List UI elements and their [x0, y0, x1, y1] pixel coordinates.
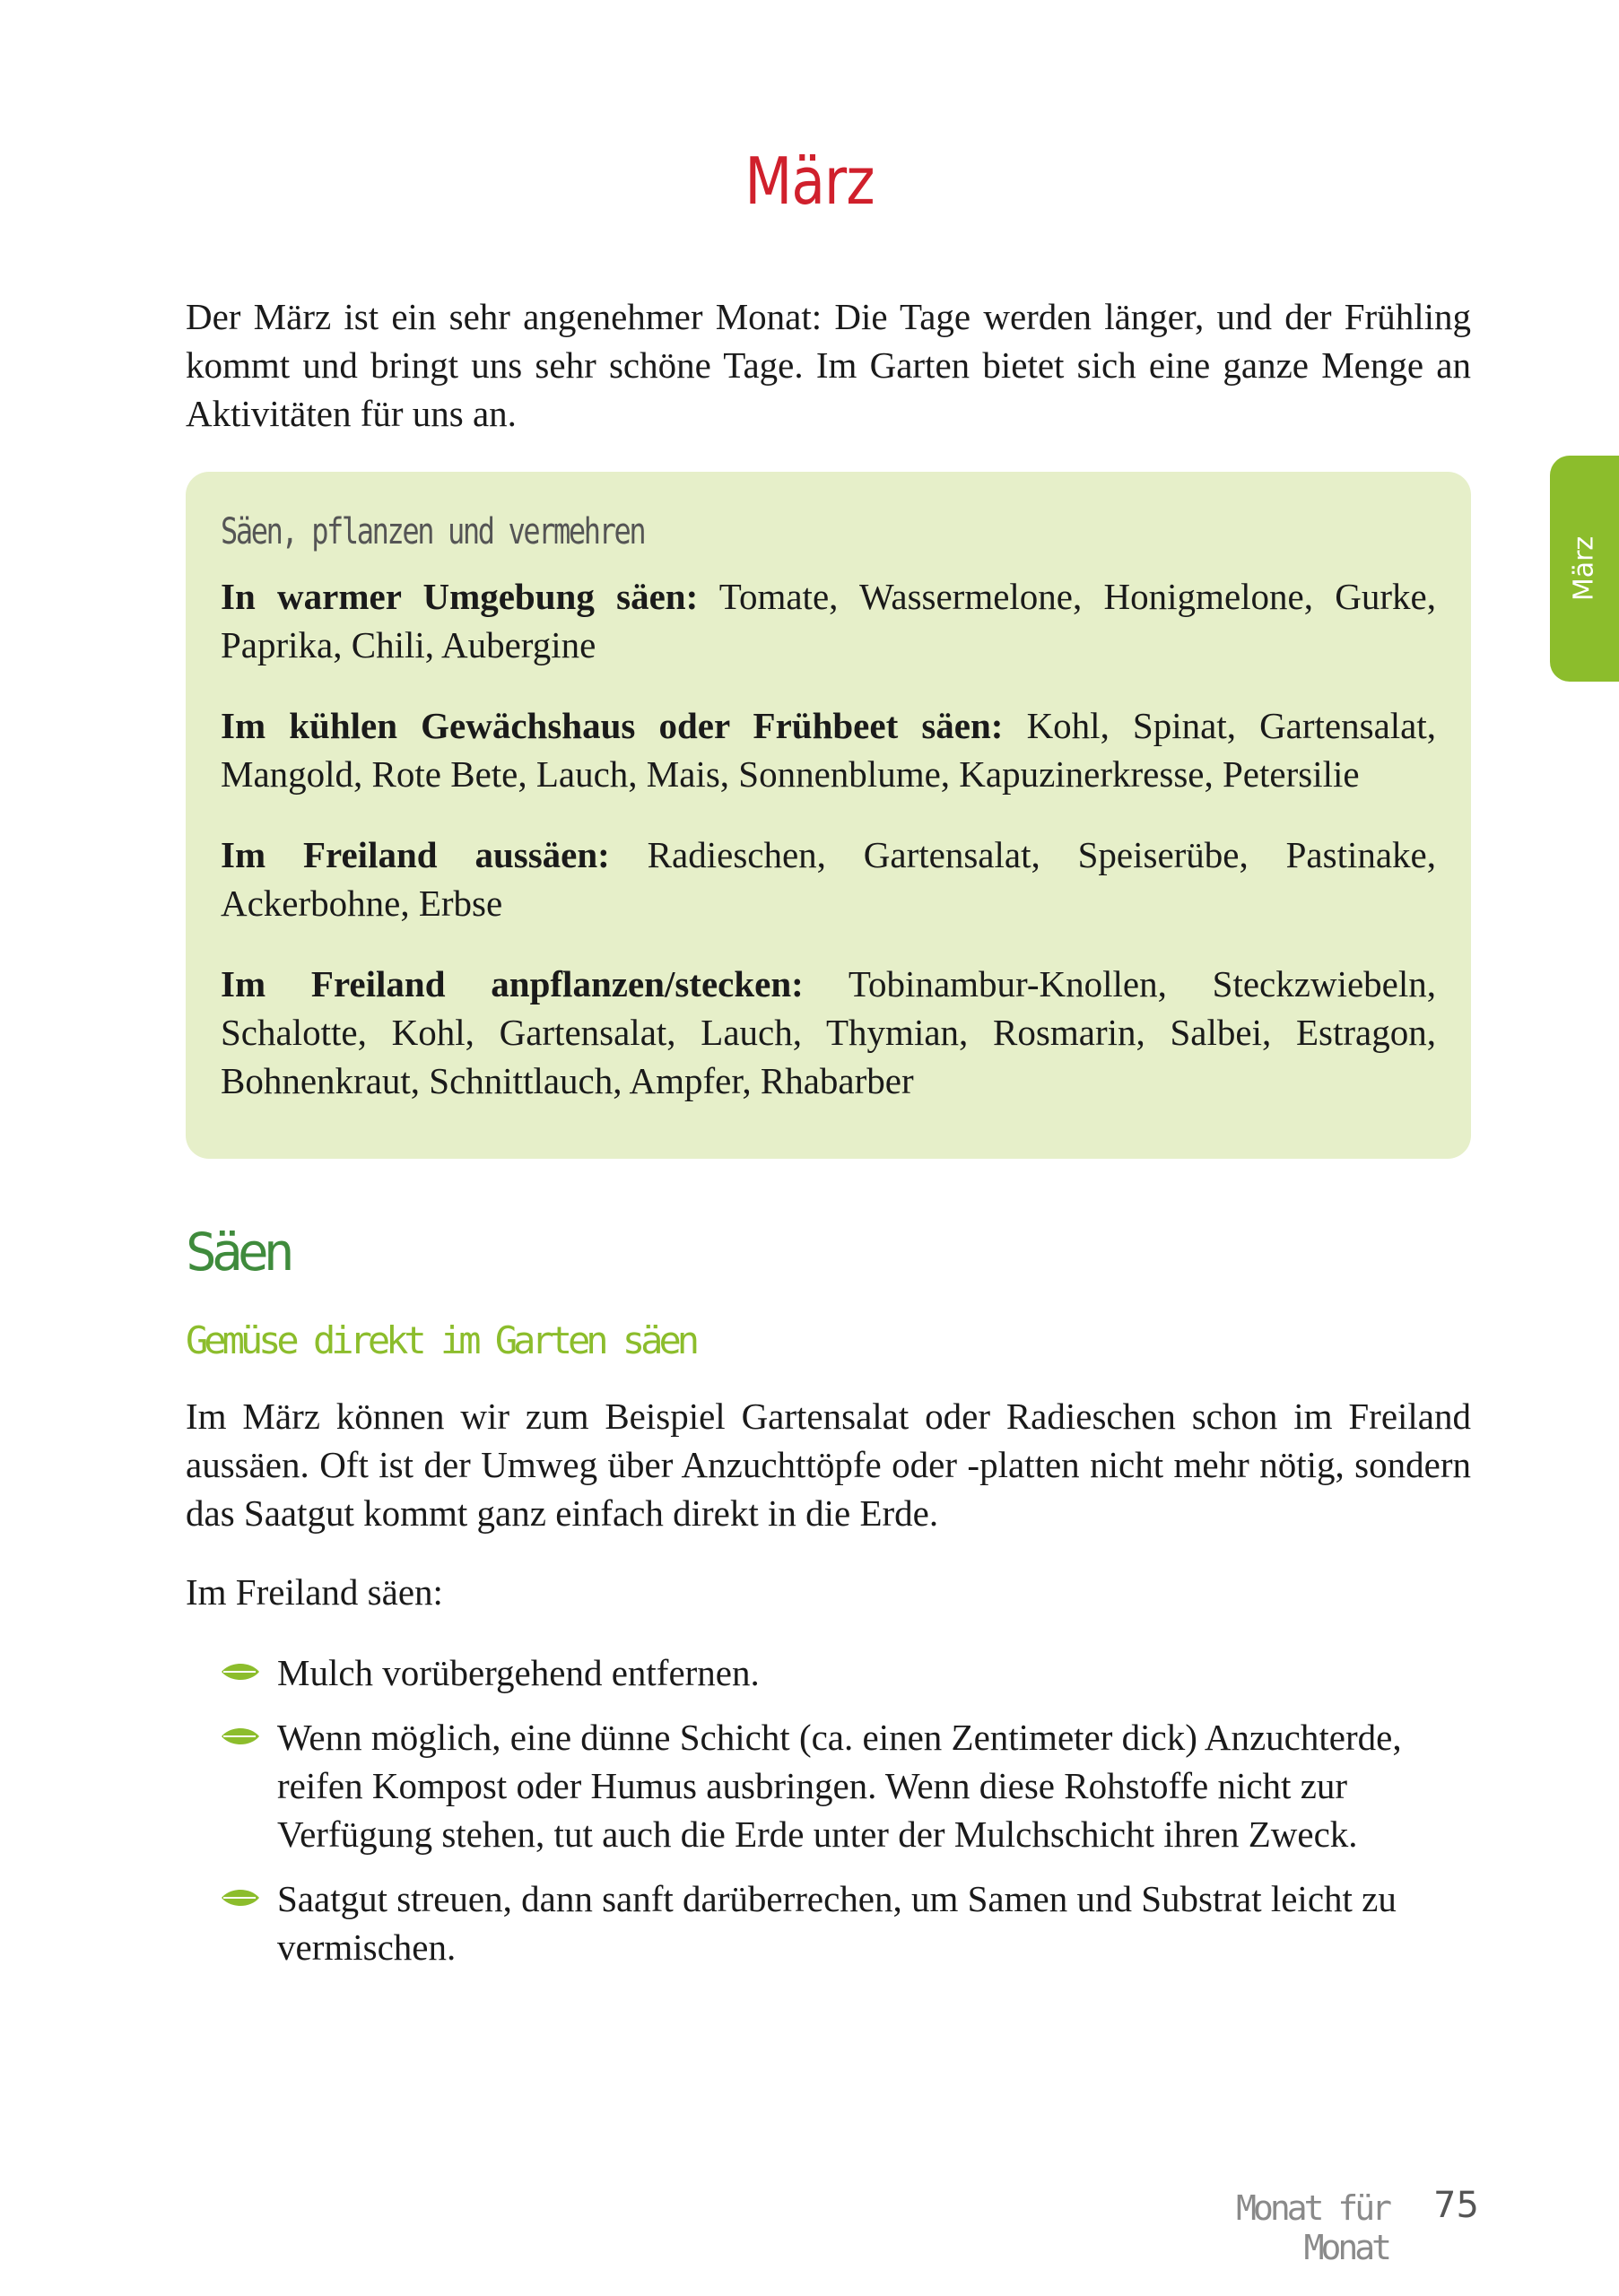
page-title: März	[744, 144, 875, 219]
info-box-heading: Säen, pflanzen und vermehren	[221, 511, 645, 552]
bullet-list	[220, 1648, 1471, 1987]
info-box-item-label: Im kühlen Gewächshaus oder Frühbeet säen:	[221, 705, 1004, 746]
info-box	[186, 472, 1471, 1159]
section-heading: Säen	[186, 1222, 290, 1283]
section-paragraph: Im März können wir zum Beispiel Gartensalat oder Radieschen schon im Freiland aussäen. Oft ist der Umweg über Anzuchttöpfe oder -platten nicht mehr nötig, sondern das Saatgut kommt ganz einfach direkt in die Erde.	[186, 1396, 1471, 1534]
list-item-text: Wenn möglich, eine dünne Schicht (ca. einen Zentimeter dick) Anzuchterde, reifen Kompost oder Humus ausbringen. Wenn diese Rohstoffe nicht zur Verfügung stehen, tut auch die Erde unter der Mulchschicht ihren Zweck.	[277, 1717, 1402, 1855]
info-box-item	[221, 701, 1436, 798]
info-box-item-text: Radieschen, Gartensalat, Speiserübe, Pastinake, Ackerbohne, Erbse	[221, 834, 1436, 924]
info-box-item-label: Im Freiland anpflanzen/stecken:	[221, 963, 804, 1004]
chapter-tab	[1550, 456, 1619, 682]
leaf-bullet-icon	[220, 1726, 261, 1747]
footer-label: Monat für Monat	[1236, 2188, 1388, 2267]
info-box-item	[221, 831, 1436, 927]
info-box-item-text: Tomate, Wassermelone, Honigmelone, Gurke, Paprika, Chili, Aubergine	[221, 576, 1436, 665]
list-item	[220, 1874, 1471, 1971]
info-box-item-text: Kohl, Spinat, Gartensalat, Mangold, Rote Bete, Lauch, Mais, Sonnenblume, Kapuzinerkresse, Petersilie	[221, 705, 1437, 795]
chapter-tab-label: März	[1568, 535, 1600, 602]
leaf-bullet-icon	[220, 1661, 261, 1683]
list-item	[220, 1713, 1471, 1858]
list-item	[220, 1648, 1471, 1697]
info-box-item-text: Tobinambur-Knollen, Steckzwiebeln, Schalotte, Kohl, Gartensalat, Lauch, Thymian, Rosmarin, Salbei, Estragon, Bohnenkraut, Schnittlauch, Ampfer, Rhabarber	[221, 963, 1436, 1101]
page-number: 75	[1433, 2185, 1479, 2226]
info-box-item	[221, 572, 1436, 669]
intro-paragraph: Der März ist ein sehr angenehmer Monat: Die Tage werden länger, und der Frühling kommt und bringt uns sehr schöne Tage. Im Garten bietet sich eine ganze Menge an Aktivitäten für uns an.	[186, 296, 1471, 434]
info-box-item-label: Im Freiland aussäen:	[221, 834, 610, 875]
info-box-item-label: In warmer Umgebung säen:	[221, 576, 699, 617]
list-item-text: Saatgut streuen, dann sanft darüberrechen, um Samen und Substrat leicht zu vermischen.	[277, 1878, 1397, 1968]
leaf-bullet-icon	[220, 1887, 261, 1909]
list-intro: Im Freiland säen:	[186, 1571, 443, 1613]
section-subheading: Gemüse direkt im Garten säen	[186, 1318, 696, 1362]
info-box-item	[221, 960, 1436, 1105]
list-item-text: Mulch vorübergehend entfernen.	[277, 1652, 760, 1693]
